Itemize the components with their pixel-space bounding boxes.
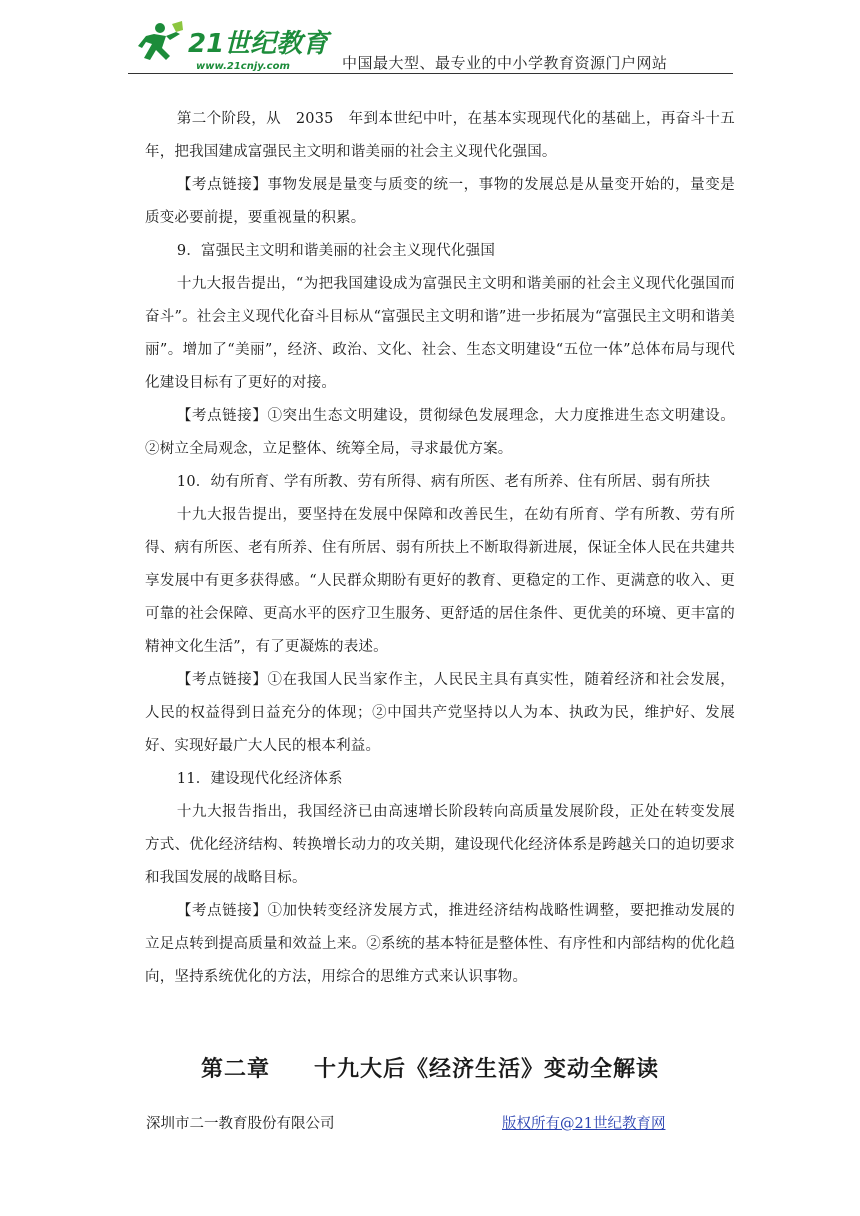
svg-text:www.21cnjy.com: www.21cnjy.com [196, 61, 290, 72]
runner-icon [138, 21, 183, 60]
paragraph: 十九大报告提出，要坚持在发展中保障和改善民生，在幼有所育、学有所教、劳有所得、病有所医、老有所养、住有所居、弱有所扶上不断取得新进展，保证全体人民在共建共享发展中有更多获得感。“人民群众期盼有更好的教育、更稳定的工作、更满意的收入、更可靠的社会保障、更高水平的医疗卫生服务、更舒适的居住条件、更优美的环境、更丰富的精神文化生活”，有了更凝炼的表述。 [145, 507, 735, 655]
section-heading: 10．幼有所育、学有所教、劳有所得、病有所医、老有所养、住有所居、弱有所扶 [176, 474, 711, 490]
section-heading: 11．建设现代化经济体系 [176, 771, 343, 787]
paragraph: 【考点链接】①在我国人民当家作主，人民民主具有真实性，随着经济和社会发展，人民的权益得到日益充分的体现；②中国共产党坚持以人为本、执政为民，维护好、发展好、实现好最广大人民的根本利益。 [145, 672, 735, 754]
header-divider [128, 73, 733, 74]
paragraph: 【考点链接】①突出生态文明建设，贯彻绿色发展理念，大力度推进生态文明建设。②树立全局观念，立足整体、统筹全局，寻求最优方案。 [145, 408, 735, 457]
page-header [128, 18, 733, 76]
paragraph: 【考点链接】①加快转变经济发展方式，推进经济结构战略性调整，要把推动发展的立足点转到提高质量和效益上来。②系统的基本特征是整体性、有序性和内部结构的优化趋向，坚持系统优化的方法，用综合的思维方式来认识事物。 [145, 903, 735, 985]
footer-company: 深圳市二一教育股份有限公司 [146, 1116, 335, 1132]
chapter-number: 第二章 [200, 1057, 270, 1082]
section-heading: 9．富强民主文明和谐美丽的社会主义现代化强国 [176, 243, 496, 259]
paragraph: 十九大报告指出，我国经济已由高速增长阶段转向高质量发展阶段，正处在转变发展方式、优化经济结构、转换增长动力的攻关期，建设现代化经济体系是跨越关口的迫切要求和我国发展的战略目标。 [145, 804, 735, 886]
paragraph: 【考点链接】事物发展是量变与质变的统一，事物的发展总是从量变开始的，量变是质变必要前提，要重视量的积累。 [145, 177, 735, 226]
site-logo[interactable] [136, 20, 346, 72]
document-body [145, 103, 735, 994]
site-tagline: 中国最大型、最专业的中小学教育资源门户网站 [342, 54, 668, 72]
chapter-name: 十九大后《经济生活》变动全解读 [314, 1057, 660, 1082]
paragraph: 第二个阶段，从 2035 年到本世纪中叶，在基本实现现代化的基础上，再奋斗十五年，把我国建成富强民主文明和谐美丽的社会主义现代化强国。 [145, 111, 735, 160]
footer-copyright-link[interactable]: 版权所有@21世纪教育网 [502, 1116, 666, 1132]
paragraph: 十九大报告提出，“为把我国建设成为富强民主文明和谐美丽的社会主义现代化强国而奋斗”。社会主义现代化奋斗目标从“富强民主文明和谐”进一步拓展为“富强民主文明和谐美丽”。增加了“美丽”，经济、政治、文化、社会、生态文明建设“五位一体”总体布局与现代化建设目标有了更好的对接。 [145, 276, 735, 391]
svg-text:21世纪教育: 21世纪教育 [188, 29, 329, 59]
chapter-title [0, 1052, 860, 1083]
